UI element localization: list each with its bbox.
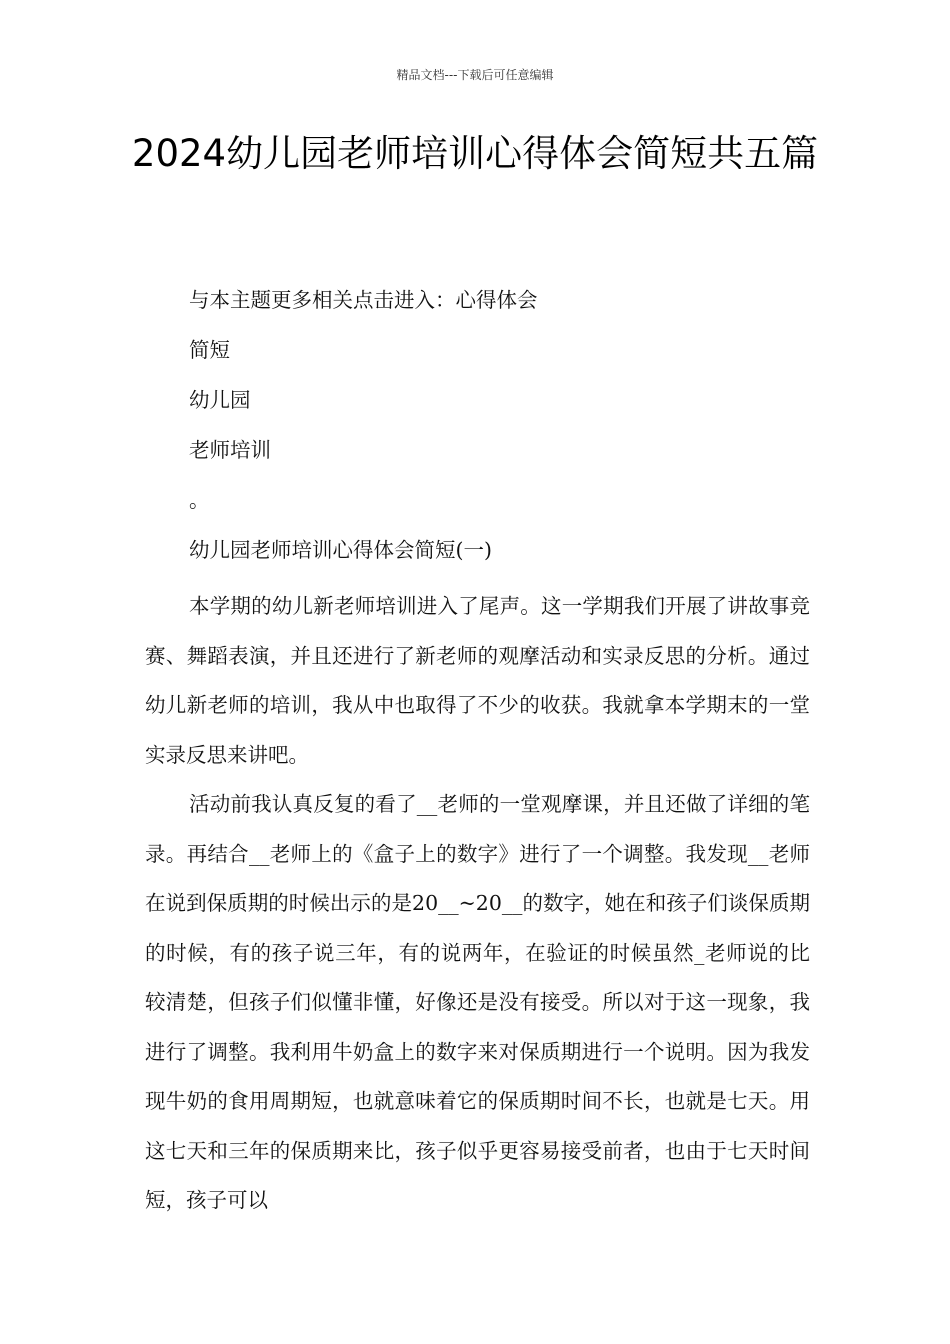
section-heading: 幼儿园老师培训心得体会简短(一): [189, 538, 492, 562]
header-note: 精品文档---下载后可任意编辑: [396, 68, 554, 82]
topic-tag-brief: 简短: [189, 338, 230, 362]
body-paragraph-1: 本学期的幼儿新老师培训进入了尾声。这一学期我们开展了讲故事竞赛、舞蹈表演，并且还进行了新老师的观摩活动和实录反思的分析。通过幼儿新老师的培训，我从中也取得了不少的收获。我就拿本学期末的一堂实录反思来讲吧。: [145, 594, 810, 767]
related-topics-line: 与本主题更多相关点击进入：心得体会: [189, 288, 538, 312]
document-title: 2024幼儿园老师培训心得体会简短共五篇: [131, 132, 819, 175]
topic-tag-teacher-training: 老师培训: [189, 438, 271, 462]
topic-tag-kindergarten: 幼儿园: [189, 388, 251, 412]
body-paragraph-2: 活动前我认真反复的看了__老师的一堂观摩课，并且还做了详细的笔录。再结合__老师上的《盒子上的数字》进行了一个调整。我发现__老师在说到保质期的时候出示的是20__~20__的数字，她在和孩子们谈保质期的时候，有的孩子说三年，有的说两年，在验证的时候虽然_老师说的比较清楚，但孩子们似懂非懂，好像还是没有接受。所以对于这一现象，我进行了调整。我利用牛奶盒上的数字来对保质期进行一个说明。因为我发现牛奶的食用周期短，也就意味着它的保质期时间不长，也就是七天。用这七天和三年的保质期来比，孩子似乎更容易接受前者，也由于七天时间短，孩子可以: [145, 792, 810, 1212]
topic-period: 。: [189, 488, 210, 512]
document-body: [145, 282, 810, 1226]
